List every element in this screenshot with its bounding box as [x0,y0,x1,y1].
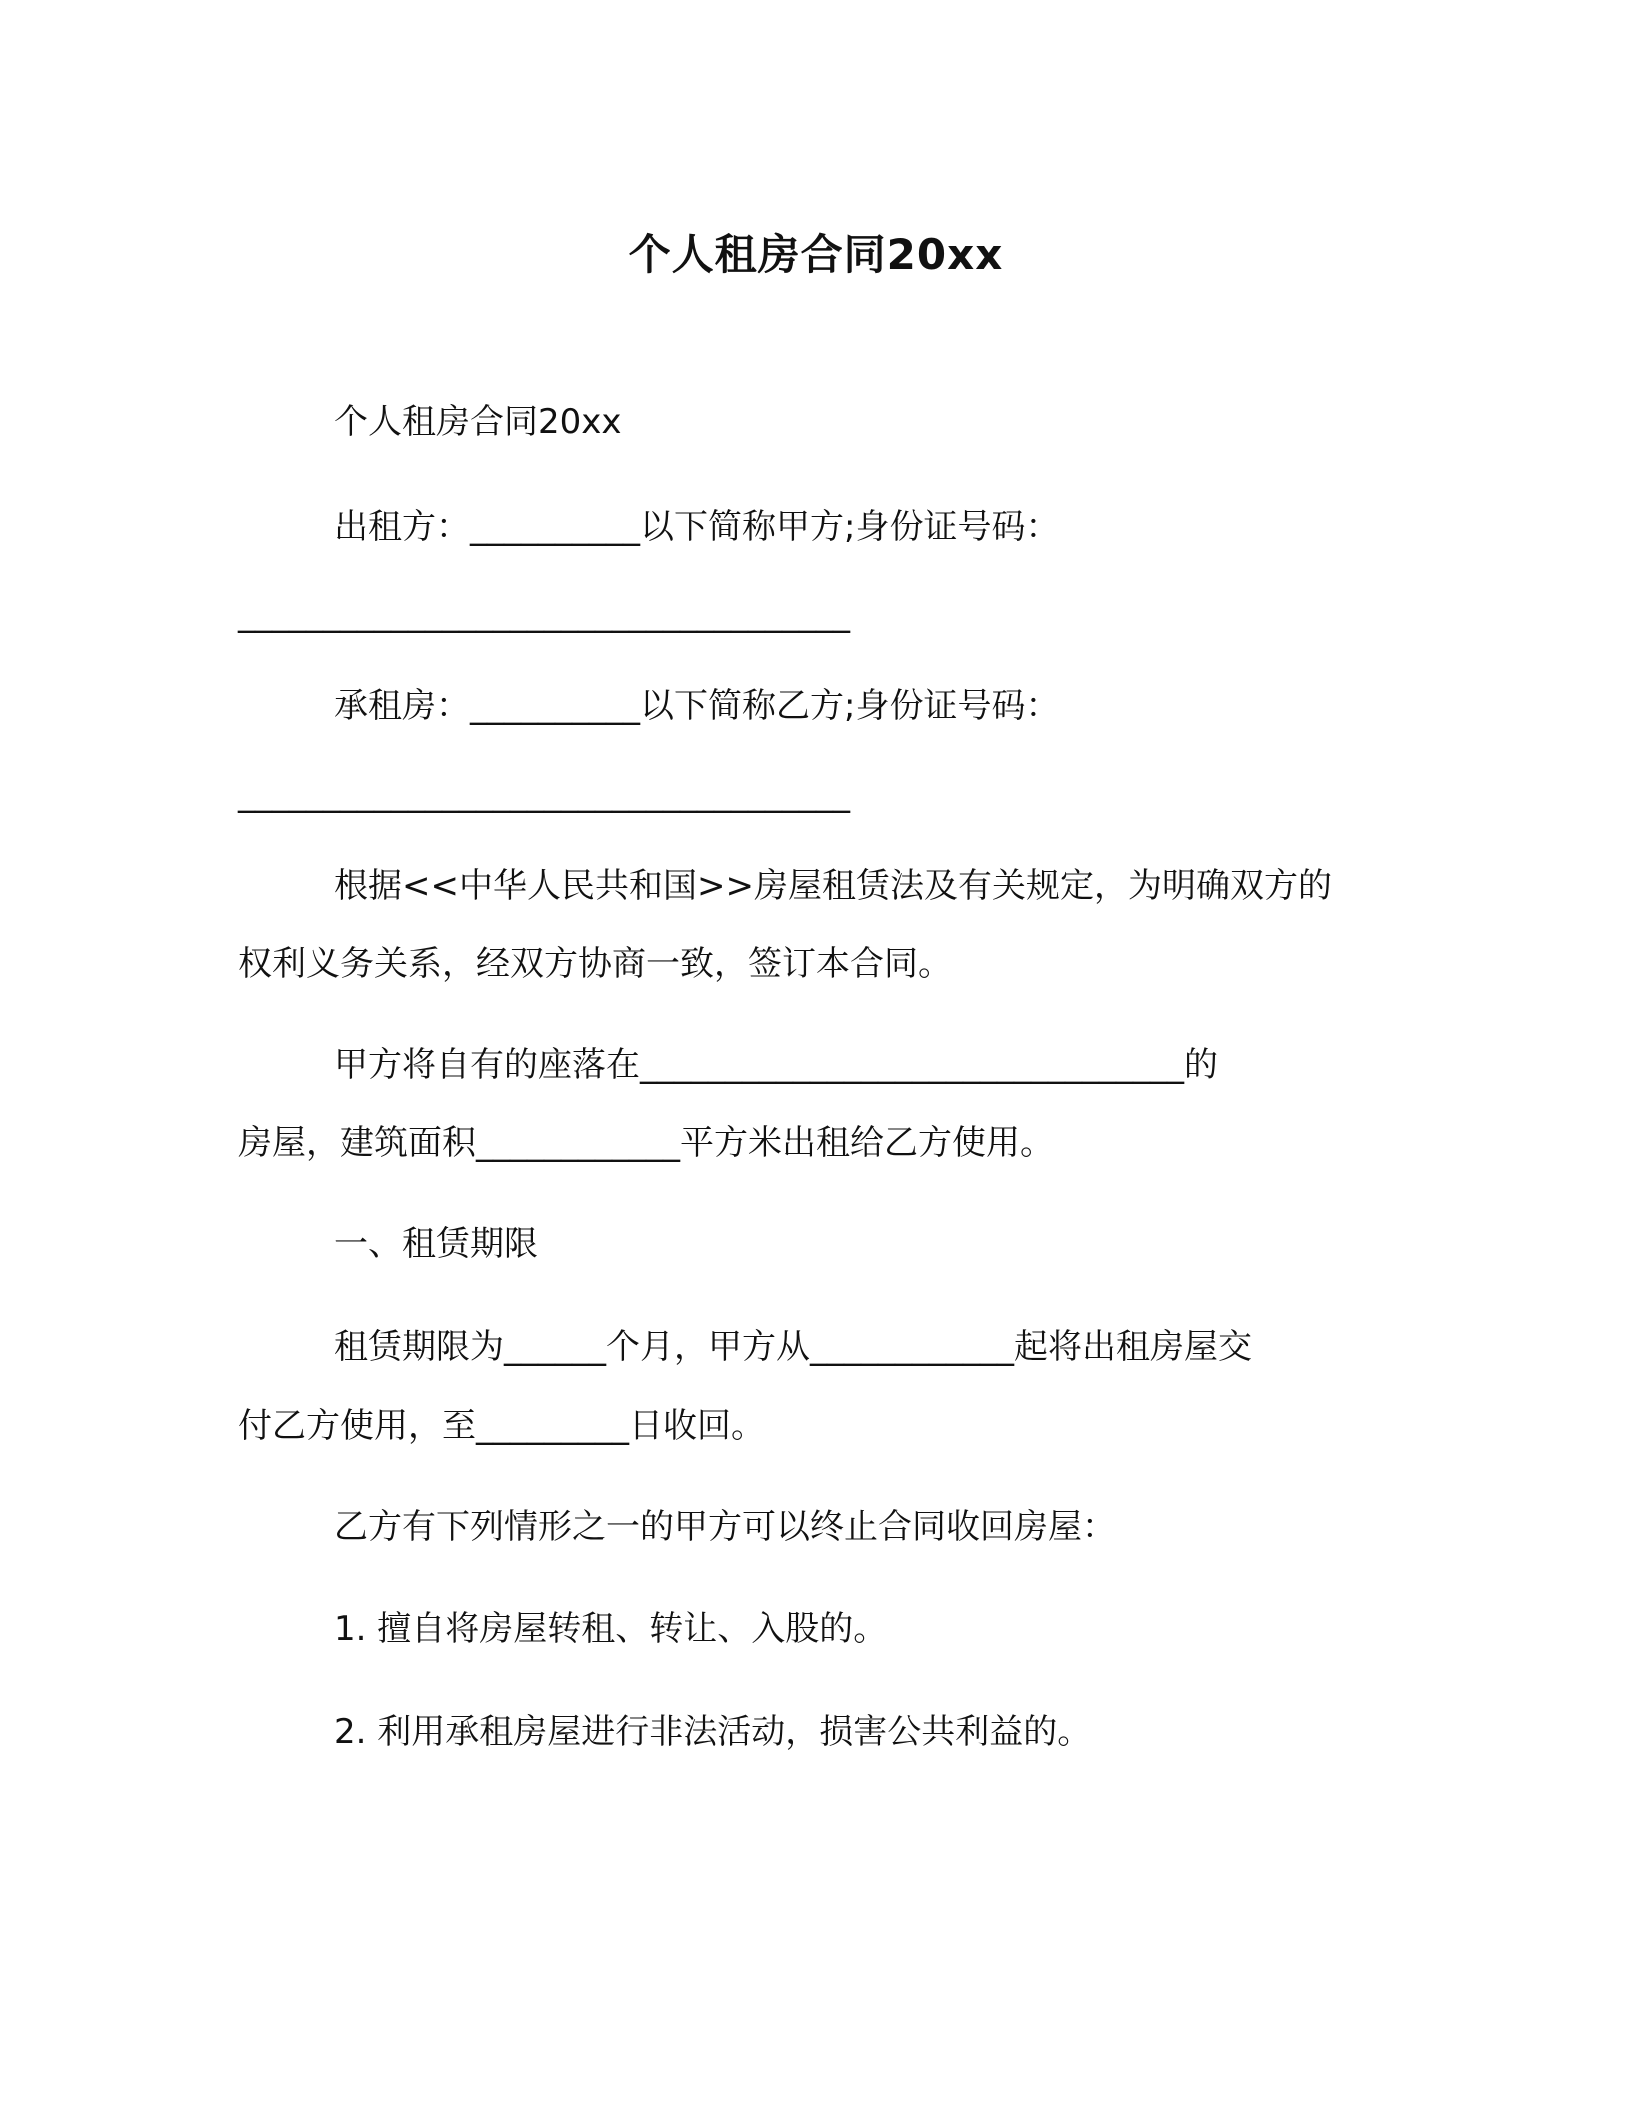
subtitle-line: 个人租房合同20xx [334,402,622,442]
lessee-line: 承租房：__________以下简称乙方;身份证号码： [334,686,1060,726]
term-line-2: 付乙方使用，至_________日收回。 [238,1406,765,1446]
preamble-line-2: 权利义务关系，经双方协商一致，签订本合同。 [238,944,952,984]
property-line-1: 甲方将自有的座落在________________________________的 [334,1045,1218,1085]
termination-item-2: 2. 利用承租房屋进行非法活动，损害公共利益的。 [334,1712,1092,1752]
lessor-id-blank: ____________________________________ [238,594,850,634]
term-line-1: 租赁期限为______个月，甲方从____________起将出租房屋交 [334,1327,1252,1367]
document-title: 个人租房合同20xx [628,230,1004,279]
lessee-id-blank: ____________________________________ [238,774,850,814]
section-heading-term: 一、租赁期限 [334,1224,538,1264]
termination-item-1: 1. 擅自将房屋转租、转让、入股的。 [334,1609,888,1649]
preamble-line-1: 根据<<中华人民共和国>>房屋租赁法及有关规定，为明确双方的 [334,866,1332,906]
property-line-2: 房屋，建筑面积____________平方米出租给乙方使用。 [238,1123,1054,1163]
termination-intro: 乙方有下列情形之一的甲方可以终止合同收回房屋： [334,1507,1116,1547]
lessor-line: 出租方：__________以下简称甲方;身份证号码： [334,507,1060,547]
